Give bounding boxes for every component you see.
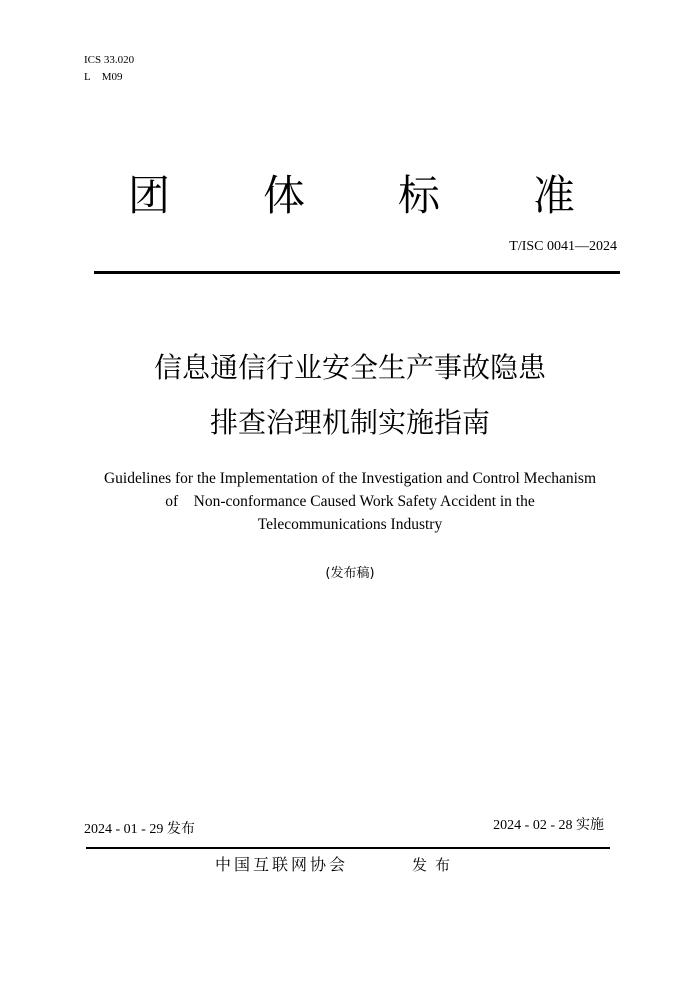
- publish-date: 2024 - 01 - 29 发布: [84, 822, 195, 837]
- chinese-title-line-2: 排查治理机制实施指南: [209, 406, 490, 439]
- english-title-line-3: Telecommunications Industry: [257, 516, 443, 533]
- standard-type-char-3: 标: [398, 171, 441, 220]
- bottom-divider: [86, 847, 610, 849]
- issue-label: 发布: [412, 856, 459, 874]
- english-title-line-2: of Non-conformance Caused Work Safety Accident in the: [165, 493, 535, 510]
- ccs-code: L M09: [84, 71, 123, 83]
- standard-number: T/ISC 0041—2024: [509, 239, 617, 254]
- publisher-name: 中国互联网协会: [215, 855, 349, 874]
- standard-type-char-2: 体: [263, 171, 306, 220]
- top-divider: [94, 271, 620, 274]
- chinese-title-line-1: 信息通信行业安全生产事故隐患: [153, 351, 546, 384]
- standard-type-char-4: 准: [533, 171, 576, 220]
- standard-type-char-1: 团: [128, 171, 171, 220]
- draft-status: (发布稿): [325, 566, 375, 581]
- ics-code: ICS 33.020: [84, 54, 135, 66]
- implement-date: 2024 - 02 - 28 实施: [493, 818, 604, 833]
- english-title-line-1: Guidelines for the Implementation of the Investigation and Control Mechanism: [103, 470, 596, 487]
